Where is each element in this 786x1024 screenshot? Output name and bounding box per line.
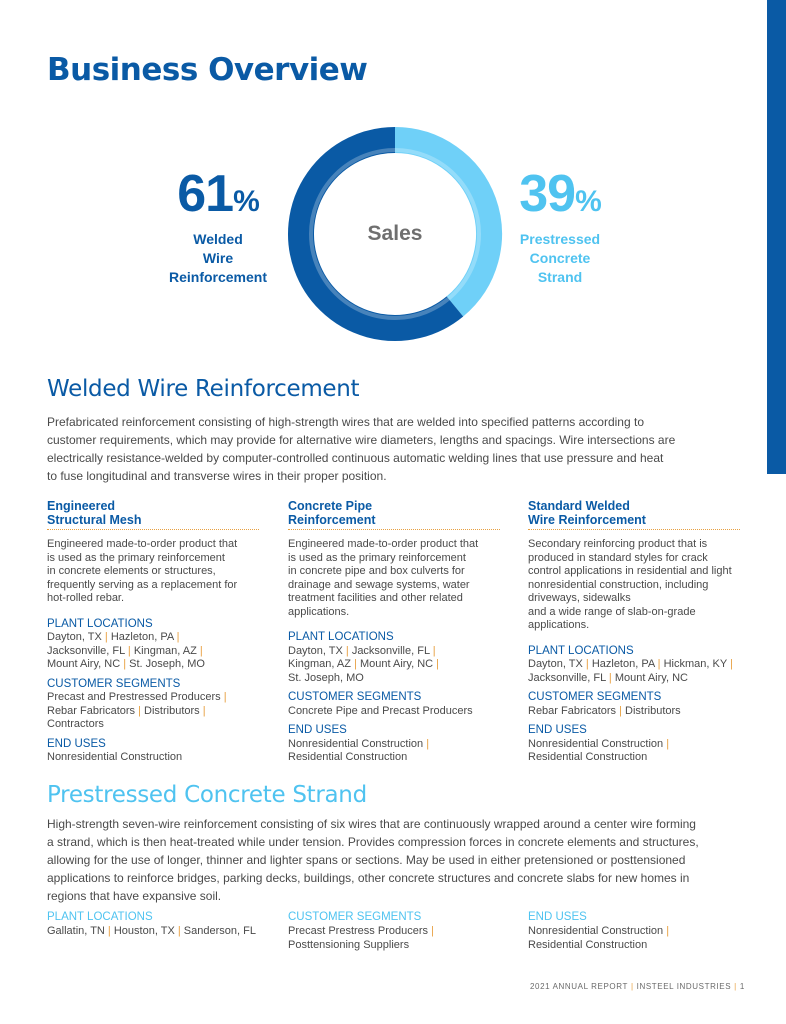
description-line: nonresidential construction, including: [528, 578, 709, 591]
info-line: [288, 924, 518, 938]
product-description: [47, 538, 259, 606]
separator: |: [433, 658, 440, 670]
info-value: Distributors: [625, 704, 681, 717]
separator: |: [173, 631, 180, 643]
separator: |: [616, 704, 626, 717]
product-title-line: Standard Welded: [528, 499, 630, 513]
info-line: [47, 705, 259, 719]
description-line: Secondary reinforcing product that is: [528, 538, 708, 550]
info-value: Jacksonville, FL: [528, 671, 606, 684]
product-title-line: Structural Mesh: [47, 512, 142, 527]
end-uses-label: END USES: [47, 737, 106, 750]
info-line: [47, 924, 277, 938]
product-title: [288, 500, 500, 530]
info-value: St. Joseph, MO: [129, 658, 205, 670]
info-value: Residential Construction: [528, 751, 648, 763]
info-value: Gallatin, TN: [47, 925, 105, 937]
separator: |: [350, 658, 360, 670]
separator: |: [220, 691, 227, 703]
strand-info-block: [528, 910, 758, 952]
info-value: Nonresidential Construction: [47, 751, 183, 763]
description-line: drainage and sewage systems, water: [288, 578, 470, 591]
info-line: [47, 645, 259, 659]
page-footer: 2021 ANNUAL REPORT | INSTEEL INDUSTRIES | 1: [530, 982, 745, 991]
strand-info-label: END USES: [528, 911, 587, 923]
info-line: [528, 672, 740, 686]
description-line: is used as the primary reinforcement: [47, 551, 225, 564]
product-description: [288, 538, 500, 619]
info-value: Hickman, KY: [663, 658, 727, 670]
side-accent-bar: [767, 0, 786, 474]
separator: |: [726, 658, 733, 670]
footer-page-number: 1: [739, 982, 745, 991]
info-line: [288, 705, 500, 719]
info-value: Concrete Pipe and Precast Producers: [288, 704, 473, 717]
info-line: [288, 672, 500, 686]
separator: |: [120, 658, 130, 670]
separator: |: [104, 925, 114, 937]
info-line: [528, 938, 758, 952]
description-line: Engineered made-to-order product that: [47, 538, 238, 550]
page-title: Business Overview: [47, 52, 368, 88]
description-line: frequently serving as a replacement for: [47, 578, 238, 591]
info-value: Houston, TX: [113, 925, 175, 937]
info-line: [288, 938, 518, 952]
product-description: [528, 538, 740, 633]
info-line: [288, 645, 500, 659]
description-line: control applications in residential and light: [528, 565, 732, 577]
description-line: applications.: [528, 619, 590, 631]
end-uses-label: END USES: [288, 724, 347, 736]
description-line: treatment facilities and other related: [288, 592, 463, 604]
info-line: [288, 751, 500, 765]
product-title-line: Engineered: [47, 499, 116, 513]
separator: |: [196, 644, 203, 657]
description-line: applications.: [288, 605, 350, 618]
info-value: Jacksonville, FL: [47, 644, 125, 657]
info-value: Mount Airy, NC: [47, 658, 121, 670]
info-line: [47, 691, 259, 705]
info-line: [47, 751, 259, 765]
info-line: [528, 658, 740, 672]
separator: |: [429, 644, 436, 657]
product-title: [47, 500, 259, 530]
separator: |: [342, 644, 352, 657]
separator: |: [124, 644, 134, 657]
footer-report: 2021 ANNUAL REPORT: [530, 982, 628, 991]
product-column: [288, 500, 500, 765]
description-line: in concrete pipe and box culverts for: [288, 565, 465, 577]
stat-prestressed-strand-label: Prestressed Concrete Strand: [519, 231, 601, 285]
info-line: [288, 738, 500, 752]
info-value: Dayton, TX: [528, 658, 583, 670]
separator: |: [582, 658, 592, 670]
info-value: Residential Construction: [528, 939, 648, 951]
description-line: driveways, sidewalks: [528, 592, 631, 604]
info-value: Hazleton, PA: [591, 658, 655, 670]
separator: |: [101, 631, 111, 643]
separator: |: [605, 671, 615, 684]
customer-segments-label: CUSTOMER SEGMENTS: [288, 691, 422, 703]
plant-locations-label: PLANT LOCATIONS: [288, 631, 394, 643]
info-value: Kingman, AZ: [133, 644, 197, 657]
info-value: Nonresidential Construction: [528, 925, 664, 937]
separator: |: [428, 925, 434, 937]
strand-info-label: PLANT LOCATIONS: [47, 911, 153, 923]
customer-segments-label: CUSTOMER SEGMENTS: [47, 677, 181, 690]
footer-company: INSTEEL INDUSTRIES: [636, 982, 732, 991]
end-uses-label: END USES: [528, 724, 587, 736]
stat-welded-wire: [158, 166, 278, 287]
separator: |: [663, 737, 670, 750]
description-line: and a wide range of slab-on-grade: [528, 605, 696, 618]
separator: |: [663, 925, 670, 937]
separator: |: [199, 704, 206, 717]
plant-locations-label: PLANT LOCATIONS: [47, 617, 153, 630]
separator: |: [423, 737, 430, 750]
description-line: in concrete elements or structures,: [47, 565, 216, 577]
info-value: Kingman, AZ: [288, 658, 351, 670]
wwr-description: Prefabricated reinforcement consisting of high-strength wires that are welded into specified patterns according to customer requirements, which may provide for alternative wire diameters, lengths and spacings. Wire intersections are electrically resistance-welded by computer-controlled continuous automatic welding lines that use pressure and heat to fuse longitudinal and transverse wires in their proper position.: [47, 415, 676, 483]
stat-welded-wire-value: 61%: [177, 165, 259, 223]
info-value: Mount Airy, NC: [359, 658, 434, 670]
description-line: produced in standard styles for crack: [528, 551, 708, 564]
info-value: Mount Airy, NC: [614, 671, 688, 684]
plant-locations-label: PLANT LOCATIONS: [528, 644, 634, 657]
separator: |: [654, 658, 664, 670]
description-line: Engineered made-to-order product that: [288, 538, 479, 550]
stat-welded-wire-label: Welded Wire Reinforcement: [168, 231, 268, 285]
donut-center-label: Sales: [367, 222, 423, 245]
info-line: [288, 658, 500, 672]
separator: |: [174, 925, 184, 937]
product-title-line: Reinforcement: [288, 512, 376, 527]
info-value: Distributors: [144, 704, 200, 717]
separator: |: [135, 704, 145, 717]
info-value: Posttensioning Suppliers: [288, 939, 410, 951]
pcs-section-title: Prestressed Concrete Strand: [47, 782, 367, 808]
product-title-line: Wire Reinforcement: [528, 512, 646, 527]
customer-segments-label: CUSTOMER SEGMENTS: [528, 691, 662, 703]
info-value: Dayton, TX: [47, 631, 102, 643]
description-line: is used as the primary reinforcement: [288, 551, 466, 564]
info-line: [528, 705, 740, 719]
info-value: Precast and Prestressed Producers: [47, 691, 221, 703]
strand-info-block: [47, 910, 277, 938]
info-line: [528, 738, 740, 752]
stat-prestressed-strand: [500, 166, 620, 287]
strand-info-label: CUSTOMER SEGMENTS: [288, 911, 422, 923]
pcs-description: High-strength seven-wire reinforcement consisting of six wires that are continuously wrapped around a center wire forming a strand, which is then heat-treated while under tension. Provides compression forces in concrete elements and structures, allowing for the use of longer, thinner and lighter spans or sections. May be used in either pretensioned or posttensioned applications to reinforce bridges, parking decks, buildings, other concrete structures and concrete slabs for new homes in regions that have expansive soil.: [47, 817, 699, 903]
info-line: [47, 631, 259, 645]
description-line: hot-rolled rebar.: [47, 592, 125, 604]
info-value: St. Joseph, MO: [288, 671, 364, 684]
info-value: Residential Construction: [288, 751, 408, 763]
info-line: [47, 658, 259, 672]
product-title: [528, 500, 740, 530]
info-value: Jacksonville, FL: [351, 644, 430, 657]
info-value: Dayton, TX: [288, 644, 343, 657]
info-value: Contractors: [47, 718, 104, 730]
info-value: Rebar Fabricators: [528, 704, 617, 717]
stat-prestressed-strand-value: 39%: [519, 165, 601, 223]
strand-info-block: [288, 910, 518, 952]
info-line: [47, 718, 259, 732]
info-value: Nonresidential Construction: [288, 737, 424, 750]
info-line: [528, 924, 758, 938]
info-line: [528, 751, 740, 765]
product-title-line: Concrete Pipe: [288, 499, 373, 513]
info-value: Rebar Fabricators: [47, 704, 136, 717]
info-value: Nonresidential Construction: [528, 737, 664, 750]
info-value: Precast Prestress Producers: [288, 925, 428, 937]
product-column: [47, 500, 259, 765]
info-value: Hazleton, PA: [110, 631, 174, 643]
product-column: [528, 500, 740, 765]
wwr-section-title: Welded Wire Reinforcement: [47, 376, 360, 402]
info-value: Sanderson, FL: [183, 925, 256, 937]
